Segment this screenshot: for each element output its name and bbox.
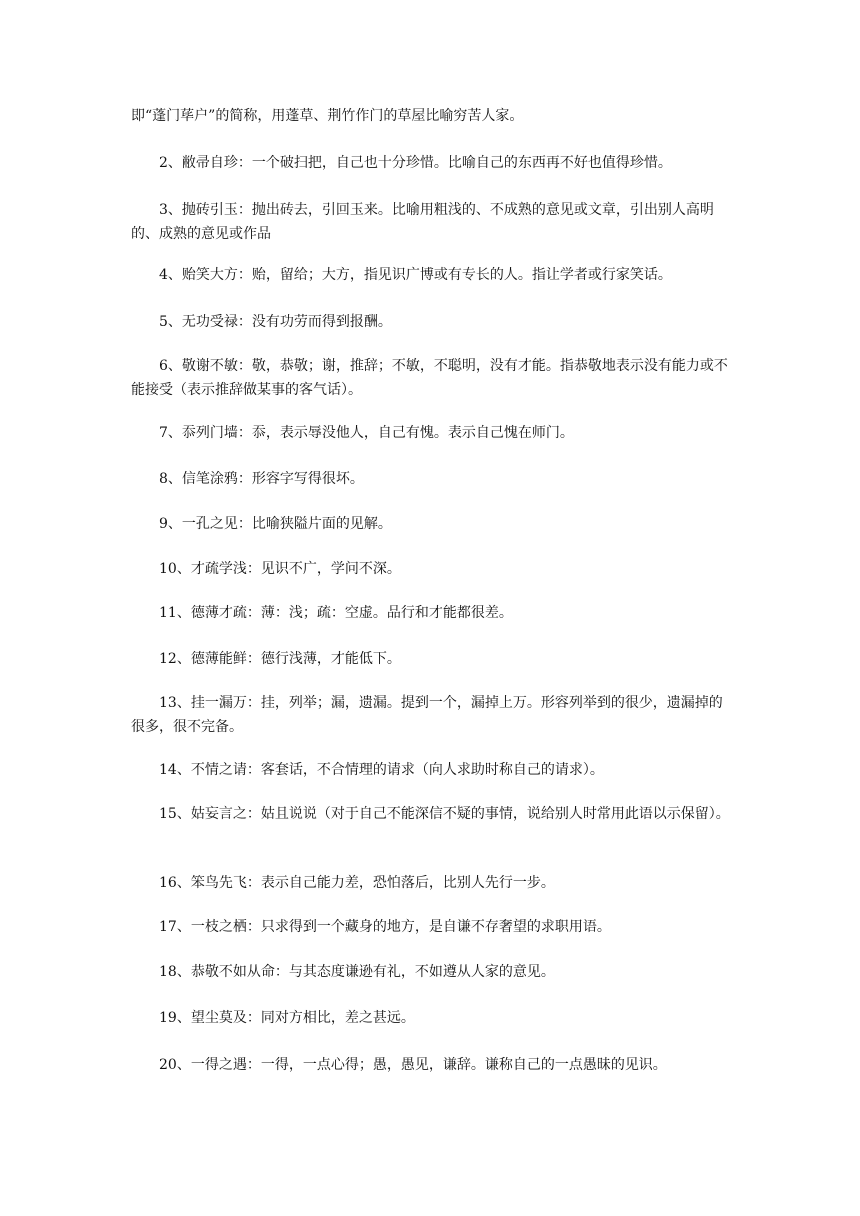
- idiom-entry-10: 10、才疏学浅：见识不广，学问不深。: [159, 561, 401, 577]
- idiom-entry-4: 4、贻笑大方：贻，留给；大方，指见识广博或有专长的人。指让学者或行家笑话。: [159, 267, 672, 283]
- idiom-entry-13: 13、挂一漏万：挂，列举；漏，遗漏。提到一个，漏掉上万。形容列举到的很少，遗漏掉的很多，很不完备。: [131, 695, 723, 735]
- paragraph-continuation: 即“蓬门荜户”的简称，用蓬草、荆竹作门的草屋比喻穷苦人家。: [131, 108, 524, 124]
- idiom-entry-6: 6、敬谢不敏：敬，恭敬；谢，推辞；不敏，不聪明，没有才能。指恭敬地表示没有能力或不能接受（表示推辞做某事的客气话）。: [131, 358, 728, 398]
- idiom-entry-9: 9、一孔之见：比喻狭隘片面的见解。: [159, 516, 392, 532]
- idiom-entry-16: 16、笨鸟先飞：表示自己能力差，恐怕落后，比别人先行一步。: [159, 875, 555, 891]
- idiom-entry-14: 14、不情之请：客套话，不合情理的请求（向人求助时称自己的请求）。: [159, 762, 604, 778]
- idiom-entry-17: 17、一枝之栖：只求得到一个藏身的地方，是自谦不存奢望的求职用语。: [159, 919, 611, 935]
- idiom-entry-5: 5、无功受禄：没有功劳而得到报酬。: [159, 314, 392, 330]
- idiom-entry-3: 3、抛砖引玉：抛出砖去，引回玉来。比喻用粗浅的、不成熟的意见或文章，引出别人高明的、成熟的意见或作品: [131, 202, 714, 242]
- idiom-entry-12: 12、德薄能鲜：德行浅薄，才能低下。: [159, 651, 401, 667]
- idiom-entry-7: 7、忝列门墙：忝，表示辱没他人，自己有愧。表示自己愧在师门。: [159, 425, 574, 441]
- idiom-entry-2: 2、敝帚自珍：一个破扫把，自己也十分珍惜。比喻自己的东西再不好也值得珍惜。: [159, 155, 672, 171]
- idiom-entry-20: 20、一得之遇：一得，一点心得；愚，愚见，谦辞。谦称自己的一点愚昧的见识。: [159, 1057, 667, 1073]
- idiom-entry-18: 18、恭敬不如从命：与其态度谦逊有礼，不如遵从人家的意见。: [159, 964, 555, 980]
- idiom-entry-19: 19、望尘莫及：同对方相比，差之甚远。: [159, 1010, 415, 1026]
- idiom-entry-11: 11、德薄才疏：薄：浅；疏：空虚。品行和才能都很差。: [159, 605, 513, 621]
- idiom-entry-15: 15、姑妄言之：姑且说说（对于自己不能深信不疑的事情，说给别人时常用此语以示保留）。: [159, 806, 730, 822]
- idiom-entry-8: 8、信笔涂鸦：形容字写得很坏。: [159, 471, 364, 487]
